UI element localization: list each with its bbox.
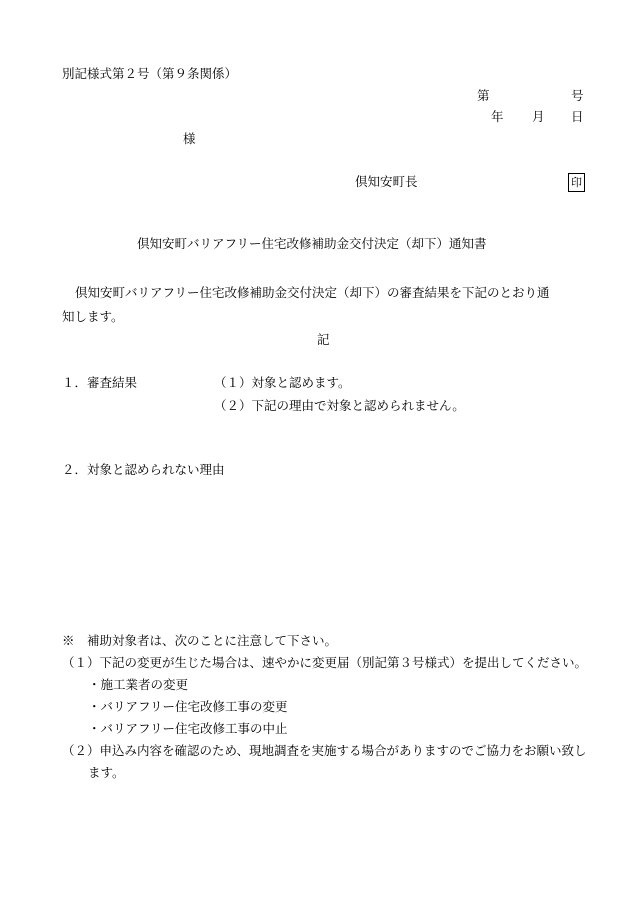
notes-item-2-line-2: ます。 bbox=[88, 765, 125, 780]
section2-heading: ２．対象と認められない理由 bbox=[62, 462, 225, 477]
section1-option-2: （２）下記の理由で対象と認められません。 bbox=[214, 398, 465, 413]
body-paragraph bbox=[62, 281, 590, 329]
seal-stamp: 印 bbox=[568, 173, 585, 192]
notes-item-2-line-1: （２）申込み内容を確認のため、現地調査を実施する場合がありますのでご協力をお願い致し bbox=[62, 743, 587, 758]
date-day: 日 bbox=[571, 109, 584, 124]
date-month: 月 bbox=[532, 109, 545, 124]
notes-heading: ※ 補助対象者は、次のことに注意して下さい。 bbox=[62, 633, 338, 648]
document-title: 倶知安町バリアフリー住宅改修補助金交付決定（却下）通知書 bbox=[137, 236, 487, 251]
number-prefix: 第 bbox=[477, 88, 490, 103]
addressee-suffix: 様 bbox=[183, 131, 196, 146]
ki-label: 記 bbox=[317, 332, 330, 347]
notes-bullet-2: ・バリアフリー住宅改修工事の変更 bbox=[88, 699, 288, 714]
section1-option-1: （１）対象と認めます。 bbox=[214, 375, 351, 390]
section1-heading: １．審査結果 bbox=[62, 375, 138, 390]
body-line-1: 倶知安町バリアフリー住宅改修補助金交付決定（却下）の審査結果を下記のとおり通 bbox=[75, 285, 550, 300]
notes-bullet-3: ・バリアフリー住宅改修工事の中止 bbox=[88, 721, 288, 736]
body-line-2: 知します。 bbox=[62, 309, 124, 324]
notes-item-1: （１）下記の変更が生じた場合は、速やかに変更届（別記第３号様式）を提出してください。 bbox=[62, 655, 588, 670]
number-suffix: 号 bbox=[571, 88, 584, 103]
issuer-name: 倶知安町長 bbox=[355, 174, 418, 189]
notes-bullet-1: ・施工業者の変更 bbox=[88, 677, 189, 692]
form-label: 別記様式第２号（第９条関係） bbox=[62, 66, 238, 81]
date-year: 年 bbox=[491, 109, 504, 124]
